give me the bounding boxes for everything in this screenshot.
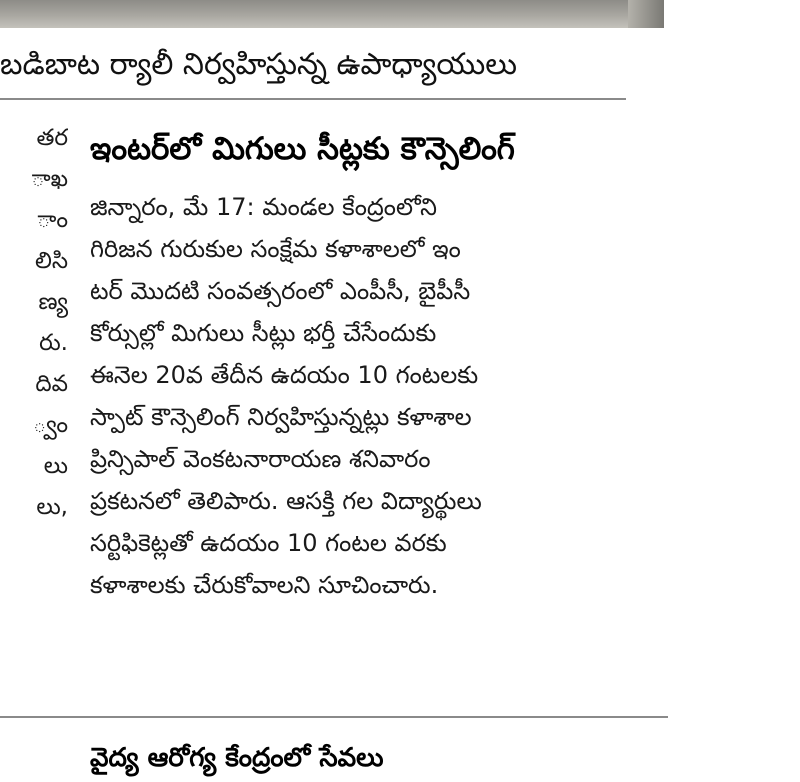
article-line: కోర్సుల్లో మిగులు సీట్లు భర్తీ చేసేందుకు	[90, 319, 437, 347]
article-line: టర్ మొదటి సంవత్సరంలో ఎంపీసీ, బైపీసీ	[90, 277, 471, 305]
article-line: సర్టిఫికెట్లతో ఉదయం 10 గంటల వరకు	[90, 529, 447, 557]
adjacent-column-fragment: లిసి	[34, 248, 68, 274]
adjacent-column-fragment: ్వం	[33, 412, 68, 438]
caption-divider	[0, 98, 626, 100]
adjacent-column-fragment: లు	[43, 453, 68, 479]
article-line: గిరిజన గురుకుల సంక్షేమ కళాశాలలో ఇం	[90, 235, 461, 263]
article-line: కళాశాలకు చేరుకోవాలని సూచించారు.	[90, 571, 439, 599]
adjacent-column-fragment: దివ	[35, 371, 68, 397]
adjacent-column-fragment: ణ్య	[38, 289, 68, 315]
article-line: స్పాట్ కౌన్సెలింగ్ నిర్వహిస్తున్నట్లు కళాశాల	[90, 403, 472, 431]
adjacent-column-fragment: లు,	[36, 494, 68, 520]
adjacent-column-fragment: ాం	[37, 207, 68, 233]
news-photo	[0, 0, 664, 28]
article-line: ఈనెల 20వ తేదీన ఉదయం 10 గంటలకు	[90, 361, 479, 389]
article-headline: ఇంటర్‌లో మిగులు సీట్లకు కౌన్సెలింగ్	[90, 131, 515, 167]
article-body	[90, 186, 662, 696]
adjacent-column-fragment: తర	[36, 125, 68, 151]
adjacent-column-fragment: ాఖ	[31, 166, 68, 192]
article-line: ప్రిన్సిపాల్ వెంకటనారాయణ శనివారం	[90, 445, 431, 473]
next-article-headline: వైద్య ఆరోగ్య కేంద్రంలో సేవలు	[90, 743, 384, 773]
adjacent-column	[0, 118, 68, 628]
article-line: జిన్నారం, మే 17: మండల కేంద్రంలోని	[90, 193, 437, 221]
article-line: ప్రకటనలో తెలిపారు. ఆసక్తి గల విద్యార్థులు	[90, 487, 482, 515]
adjacent-column-fragment: రు.	[39, 330, 68, 356]
article-divider	[0, 716, 668, 718]
photo-caption: బడిబాట ర్యాలీ నిర్వహిస్తున్న ఉపాధ్యాయులు	[0, 47, 517, 82]
